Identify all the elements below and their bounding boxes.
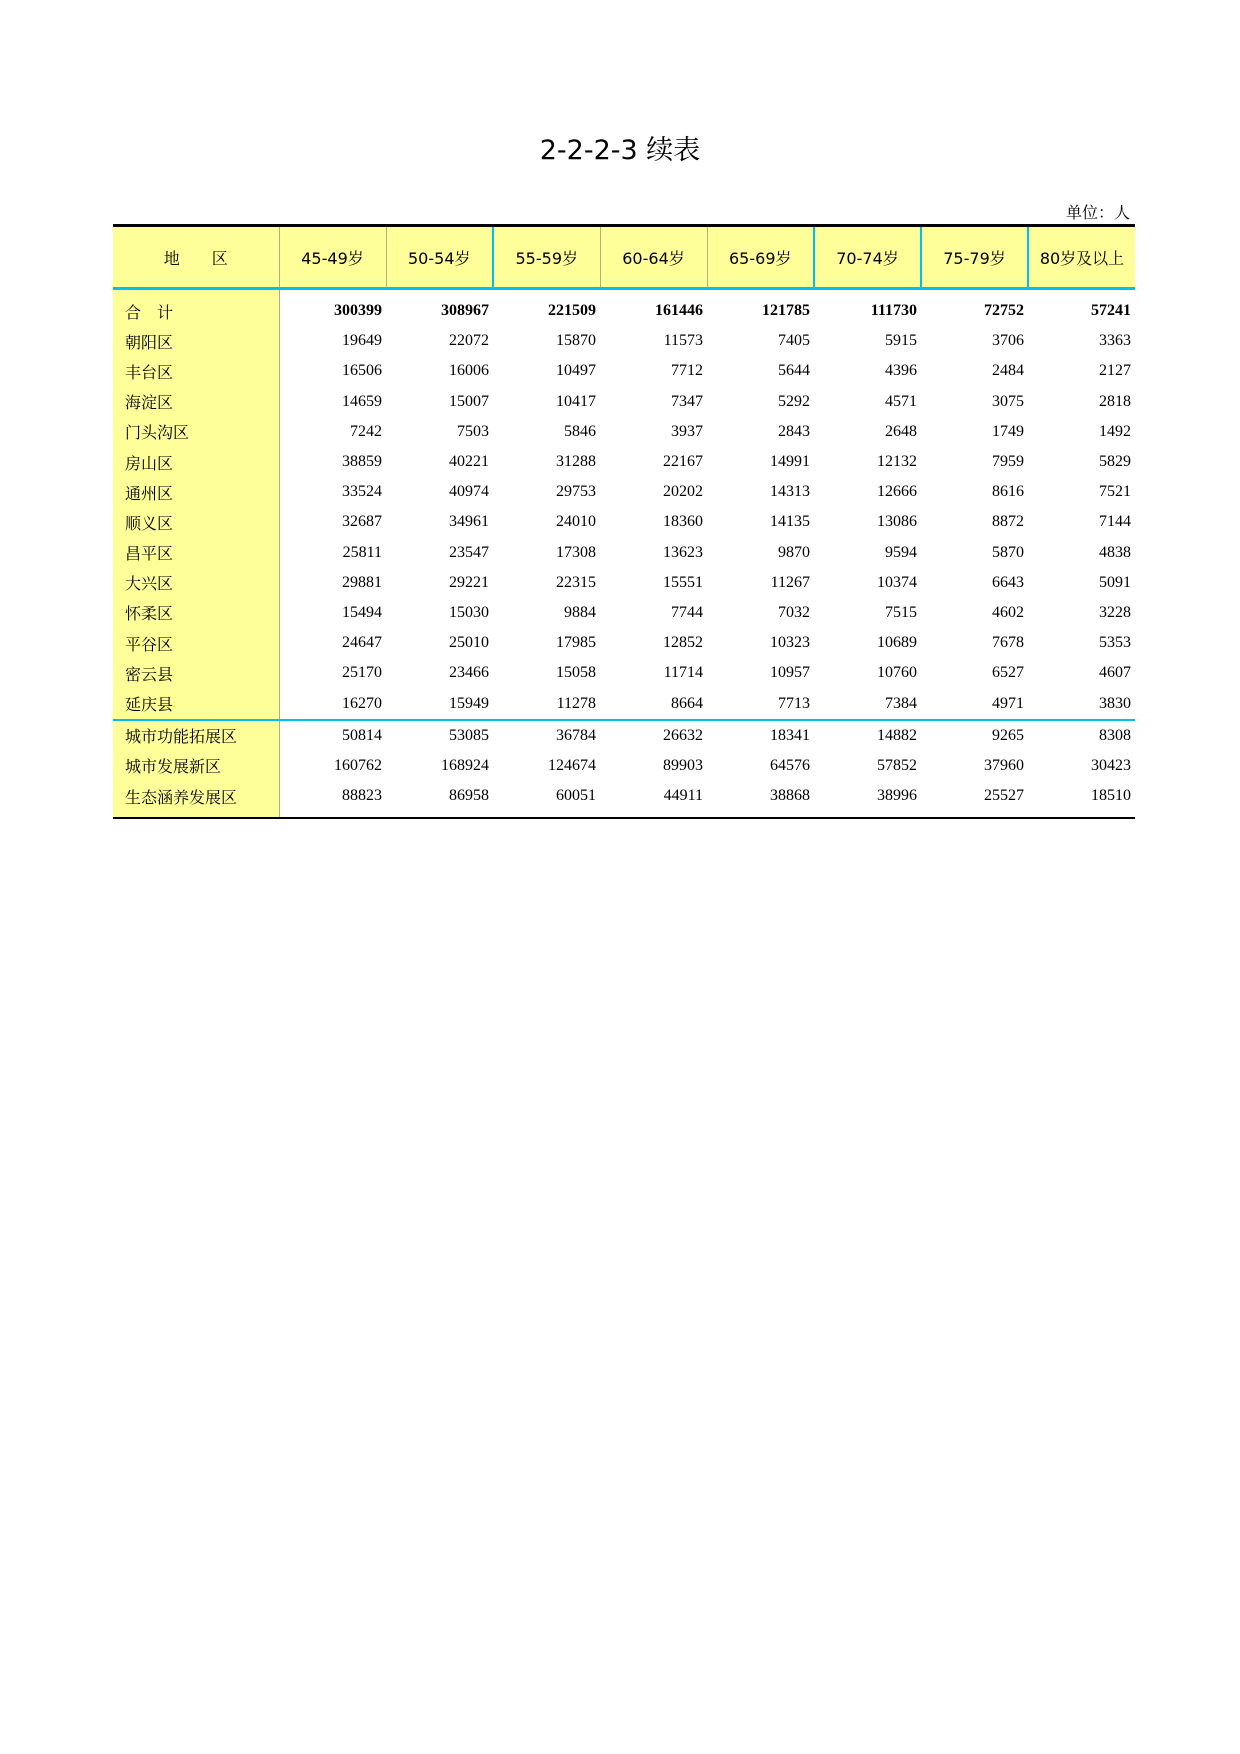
table-row bbox=[113, 781, 1135, 818]
value-cell: 3706 bbox=[992, 332, 1024, 350]
value-cell: 10374 bbox=[877, 573, 917, 591]
region-label: 生态涵养发展区 bbox=[113, 781, 279, 818]
value-cell: 160762 bbox=[334, 756, 382, 774]
header-region: 地 区 bbox=[113, 226, 279, 289]
header-age-group: 65-69岁 bbox=[707, 226, 814, 289]
value-cell: 2127 bbox=[1099, 362, 1131, 380]
value-cell: 31288 bbox=[556, 453, 596, 471]
value-cell: 16270 bbox=[342, 694, 382, 712]
table-row bbox=[113, 751, 1135, 781]
value-cell: 12852 bbox=[663, 634, 703, 652]
region-label: 海淀区 bbox=[113, 387, 279, 417]
value-cell: 7144 bbox=[1099, 513, 1131, 531]
value-cell: 124674 bbox=[548, 756, 596, 774]
value-cell: 5091 bbox=[1099, 573, 1131, 591]
value-cell: 2484 bbox=[992, 362, 1024, 380]
region-label: 通州区 bbox=[113, 477, 279, 507]
region-label: 延庆县 bbox=[113, 688, 279, 719]
value-cell: 57852 bbox=[877, 756, 917, 774]
value-cell: 4571 bbox=[885, 392, 917, 410]
value-cell: 14659 bbox=[342, 392, 382, 410]
unit-label: 单位：人 bbox=[1065, 205, 1130, 222]
region-label: 门头沟区 bbox=[113, 417, 279, 447]
value-cell: 26632 bbox=[600, 720, 707, 751]
value-cell: 7521 bbox=[1099, 483, 1131, 501]
header-age-group: 55-59岁 bbox=[493, 226, 600, 289]
region-label: 昌平区 bbox=[113, 538, 279, 568]
value-cell: 10957 bbox=[770, 664, 810, 682]
value-cell: 12132 bbox=[877, 453, 917, 471]
value-cell: 18341 bbox=[707, 720, 814, 751]
value-cell: 36784 bbox=[493, 720, 600, 751]
value-cell: 1749 bbox=[992, 422, 1024, 440]
value-cell: 25170 bbox=[342, 664, 382, 682]
value-cell: 38859 bbox=[342, 453, 382, 471]
value-cell: 6527 bbox=[992, 664, 1024, 682]
value-cell: 40974 bbox=[449, 483, 489, 501]
value-cell: 29753 bbox=[556, 483, 596, 501]
value-cell: 8664 bbox=[671, 694, 703, 712]
table-row bbox=[113, 688, 1135, 719]
value-cell: 64576 bbox=[770, 756, 810, 774]
value-cell: 3228 bbox=[1099, 603, 1131, 621]
value-cell: 3937 bbox=[671, 422, 703, 440]
value-cell: 5353 bbox=[1099, 634, 1131, 652]
header-age-group: 80岁及以上 bbox=[1028, 226, 1135, 289]
value-cell: 308967 bbox=[441, 302, 489, 320]
value-cell: 8616 bbox=[992, 483, 1024, 501]
table-row bbox=[113, 477, 1135, 507]
value-cell: 221509 bbox=[548, 302, 596, 320]
value-cell: 24010 bbox=[556, 513, 596, 531]
value-cell: 19649 bbox=[342, 332, 382, 350]
region-label: 大兴区 bbox=[113, 568, 279, 598]
value-cell: 13086 bbox=[877, 513, 917, 531]
value-cell: 7384 bbox=[885, 694, 917, 712]
table-row bbox=[113, 658, 1135, 688]
table-row bbox=[113, 628, 1135, 658]
value-cell: 10497 bbox=[556, 362, 596, 380]
value-cell: 9884 bbox=[564, 603, 596, 621]
value-cell: 13623 bbox=[663, 543, 703, 561]
value-cell: 37960 bbox=[984, 756, 1024, 774]
region-label: 房山区 bbox=[113, 447, 279, 477]
region-label: 密云县 bbox=[113, 658, 279, 688]
value-cell: 16506 bbox=[342, 362, 382, 380]
value-cell: 14882 bbox=[814, 720, 921, 751]
value-cell: 5292 bbox=[778, 392, 810, 410]
value-cell: 7503 bbox=[457, 422, 489, 440]
value-cell: 7405 bbox=[778, 332, 810, 350]
region-label: 平谷区 bbox=[113, 628, 279, 658]
value-cell: 38868 bbox=[707, 781, 814, 818]
value-cell: 22072 bbox=[449, 332, 489, 350]
table-row bbox=[113, 507, 1135, 537]
table-row bbox=[113, 568, 1135, 598]
value-cell: 25527 bbox=[921, 781, 1028, 818]
value-cell: 32687 bbox=[342, 513, 382, 531]
value-cell: 44911 bbox=[600, 781, 707, 818]
value-cell: 7744 bbox=[671, 603, 703, 621]
value-cell: 11278 bbox=[556, 694, 596, 712]
value-cell: 14135 bbox=[770, 513, 810, 531]
value-cell: 25010 bbox=[449, 634, 489, 652]
value-cell: 3830 bbox=[1099, 694, 1131, 712]
value-cell: 15007 bbox=[449, 392, 489, 410]
value-cell: 57241 bbox=[1091, 302, 1131, 320]
value-cell: 5829 bbox=[1099, 453, 1131, 471]
region-label: 丰台区 bbox=[113, 356, 279, 386]
value-cell: 9265 bbox=[921, 720, 1028, 751]
value-cell: 4607 bbox=[1099, 664, 1131, 682]
value-cell: 3363 bbox=[1099, 332, 1131, 350]
value-cell: 22315 bbox=[556, 573, 596, 591]
header-age-group: 50-54岁 bbox=[386, 226, 493, 289]
value-cell: 23466 bbox=[449, 664, 489, 682]
value-cell: 15949 bbox=[449, 694, 489, 712]
value-cell: 8872 bbox=[992, 513, 1024, 531]
value-cell: 2818 bbox=[1099, 392, 1131, 410]
value-cell: 29881 bbox=[342, 573, 382, 591]
value-cell: 121785 bbox=[762, 302, 810, 320]
value-cell: 5915 bbox=[885, 332, 917, 350]
value-cell: 50814 bbox=[279, 720, 386, 751]
value-cell: 15551 bbox=[663, 573, 703, 591]
value-cell: 10760 bbox=[877, 664, 917, 682]
value-cell: 5870 bbox=[992, 543, 1024, 561]
value-cell: 53085 bbox=[386, 720, 493, 751]
value-cell: 34961 bbox=[449, 513, 489, 531]
table-row bbox=[113, 447, 1135, 477]
value-cell: 15494 bbox=[342, 603, 382, 621]
table-row bbox=[113, 598, 1135, 628]
table-row bbox=[113, 538, 1135, 568]
value-cell: 38996 bbox=[814, 781, 921, 818]
value-cell: 3075 bbox=[992, 392, 1024, 410]
value-cell: 161446 bbox=[655, 302, 703, 320]
value-cell: 7959 bbox=[992, 453, 1024, 471]
value-cell: 16006 bbox=[449, 362, 489, 380]
value-cell: 18360 bbox=[663, 513, 703, 531]
value-cell: 12666 bbox=[877, 483, 917, 501]
value-cell: 22167 bbox=[663, 453, 703, 471]
value-cell: 7515 bbox=[885, 603, 917, 621]
value-cell: 9594 bbox=[885, 543, 917, 561]
table-row bbox=[113, 720, 1135, 751]
value-cell: 2843 bbox=[778, 422, 810, 440]
value-cell: 88823 bbox=[279, 781, 386, 818]
table-row bbox=[113, 356, 1135, 386]
header-age-group: 75-79岁 bbox=[921, 226, 1028, 289]
value-cell: 4971 bbox=[992, 694, 1024, 712]
value-cell: 17985 bbox=[556, 634, 596, 652]
total-row bbox=[113, 289, 1135, 327]
value-cell: 7678 bbox=[992, 634, 1024, 652]
table-title: 2-2-2-3 续表 bbox=[539, 135, 701, 166]
value-cell: 10417 bbox=[556, 392, 596, 410]
value-cell: 11573 bbox=[663, 332, 703, 350]
value-cell: 8308 bbox=[1028, 720, 1135, 751]
region-label: 朝阳区 bbox=[113, 326, 279, 356]
value-cell: 40221 bbox=[449, 453, 489, 471]
header-age-group: 60-64岁 bbox=[600, 226, 707, 289]
value-cell: 23547 bbox=[449, 543, 489, 561]
value-cell: 14991 bbox=[770, 453, 810, 471]
value-cell: 10689 bbox=[877, 634, 917, 652]
table-row bbox=[113, 387, 1135, 417]
value-cell: 7032 bbox=[778, 603, 810, 621]
value-cell: 5846 bbox=[564, 422, 596, 440]
table-row bbox=[113, 326, 1135, 356]
value-cell: 15030 bbox=[449, 603, 489, 621]
value-cell: 300399 bbox=[334, 302, 382, 320]
value-cell: 24647 bbox=[342, 634, 382, 652]
value-cell: 1492 bbox=[1099, 422, 1131, 440]
region-label: 顺义区 bbox=[113, 507, 279, 537]
value-cell: 17308 bbox=[556, 543, 596, 561]
value-cell: 7712 bbox=[671, 362, 703, 380]
population-table bbox=[113, 224, 1135, 819]
value-cell: 6643 bbox=[992, 573, 1024, 591]
value-cell: 33524 bbox=[342, 483, 382, 501]
value-cell: 7242 bbox=[350, 422, 382, 440]
value-cell: 7713 bbox=[778, 694, 810, 712]
value-cell: 72752 bbox=[984, 302, 1024, 320]
value-cell: 30423 bbox=[1091, 756, 1131, 774]
value-cell: 11714 bbox=[663, 664, 703, 682]
value-cell: 15058 bbox=[556, 664, 596, 682]
header-row bbox=[113, 226, 1135, 289]
value-cell: 11267 bbox=[770, 573, 810, 591]
value-cell: 29221 bbox=[449, 573, 489, 591]
value-cell: 10323 bbox=[770, 634, 810, 652]
region-label: 城市发展新区 bbox=[113, 751, 279, 781]
value-cell: 7347 bbox=[671, 392, 703, 410]
value-cell: 168924 bbox=[441, 756, 489, 774]
value-cell: 4838 bbox=[1099, 543, 1131, 561]
value-cell: 20202 bbox=[663, 483, 703, 501]
value-cell: 86958 bbox=[386, 781, 493, 818]
value-cell: 4396 bbox=[885, 362, 917, 380]
table-row bbox=[113, 417, 1135, 447]
value-cell: 14313 bbox=[770, 483, 810, 501]
value-cell: 18510 bbox=[1028, 781, 1135, 818]
value-cell: 89903 bbox=[663, 756, 703, 774]
value-cell: 5644 bbox=[778, 362, 810, 380]
region-label: 合 计 bbox=[113, 289, 279, 327]
value-cell: 15870 bbox=[556, 332, 596, 350]
value-cell: 4602 bbox=[992, 603, 1024, 621]
value-cell: 111730 bbox=[870, 302, 917, 320]
header-age-group: 45-49岁 bbox=[279, 226, 386, 289]
value-cell: 2648 bbox=[885, 422, 917, 440]
region-label: 城市功能拓展区 bbox=[113, 720, 279, 751]
region-label: 怀柔区 bbox=[113, 598, 279, 628]
header-age-group: 70-74岁 bbox=[814, 226, 921, 289]
value-cell: 9870 bbox=[778, 543, 810, 561]
value-cell: 25811 bbox=[342, 543, 382, 561]
value-cell: 60051 bbox=[493, 781, 600, 818]
